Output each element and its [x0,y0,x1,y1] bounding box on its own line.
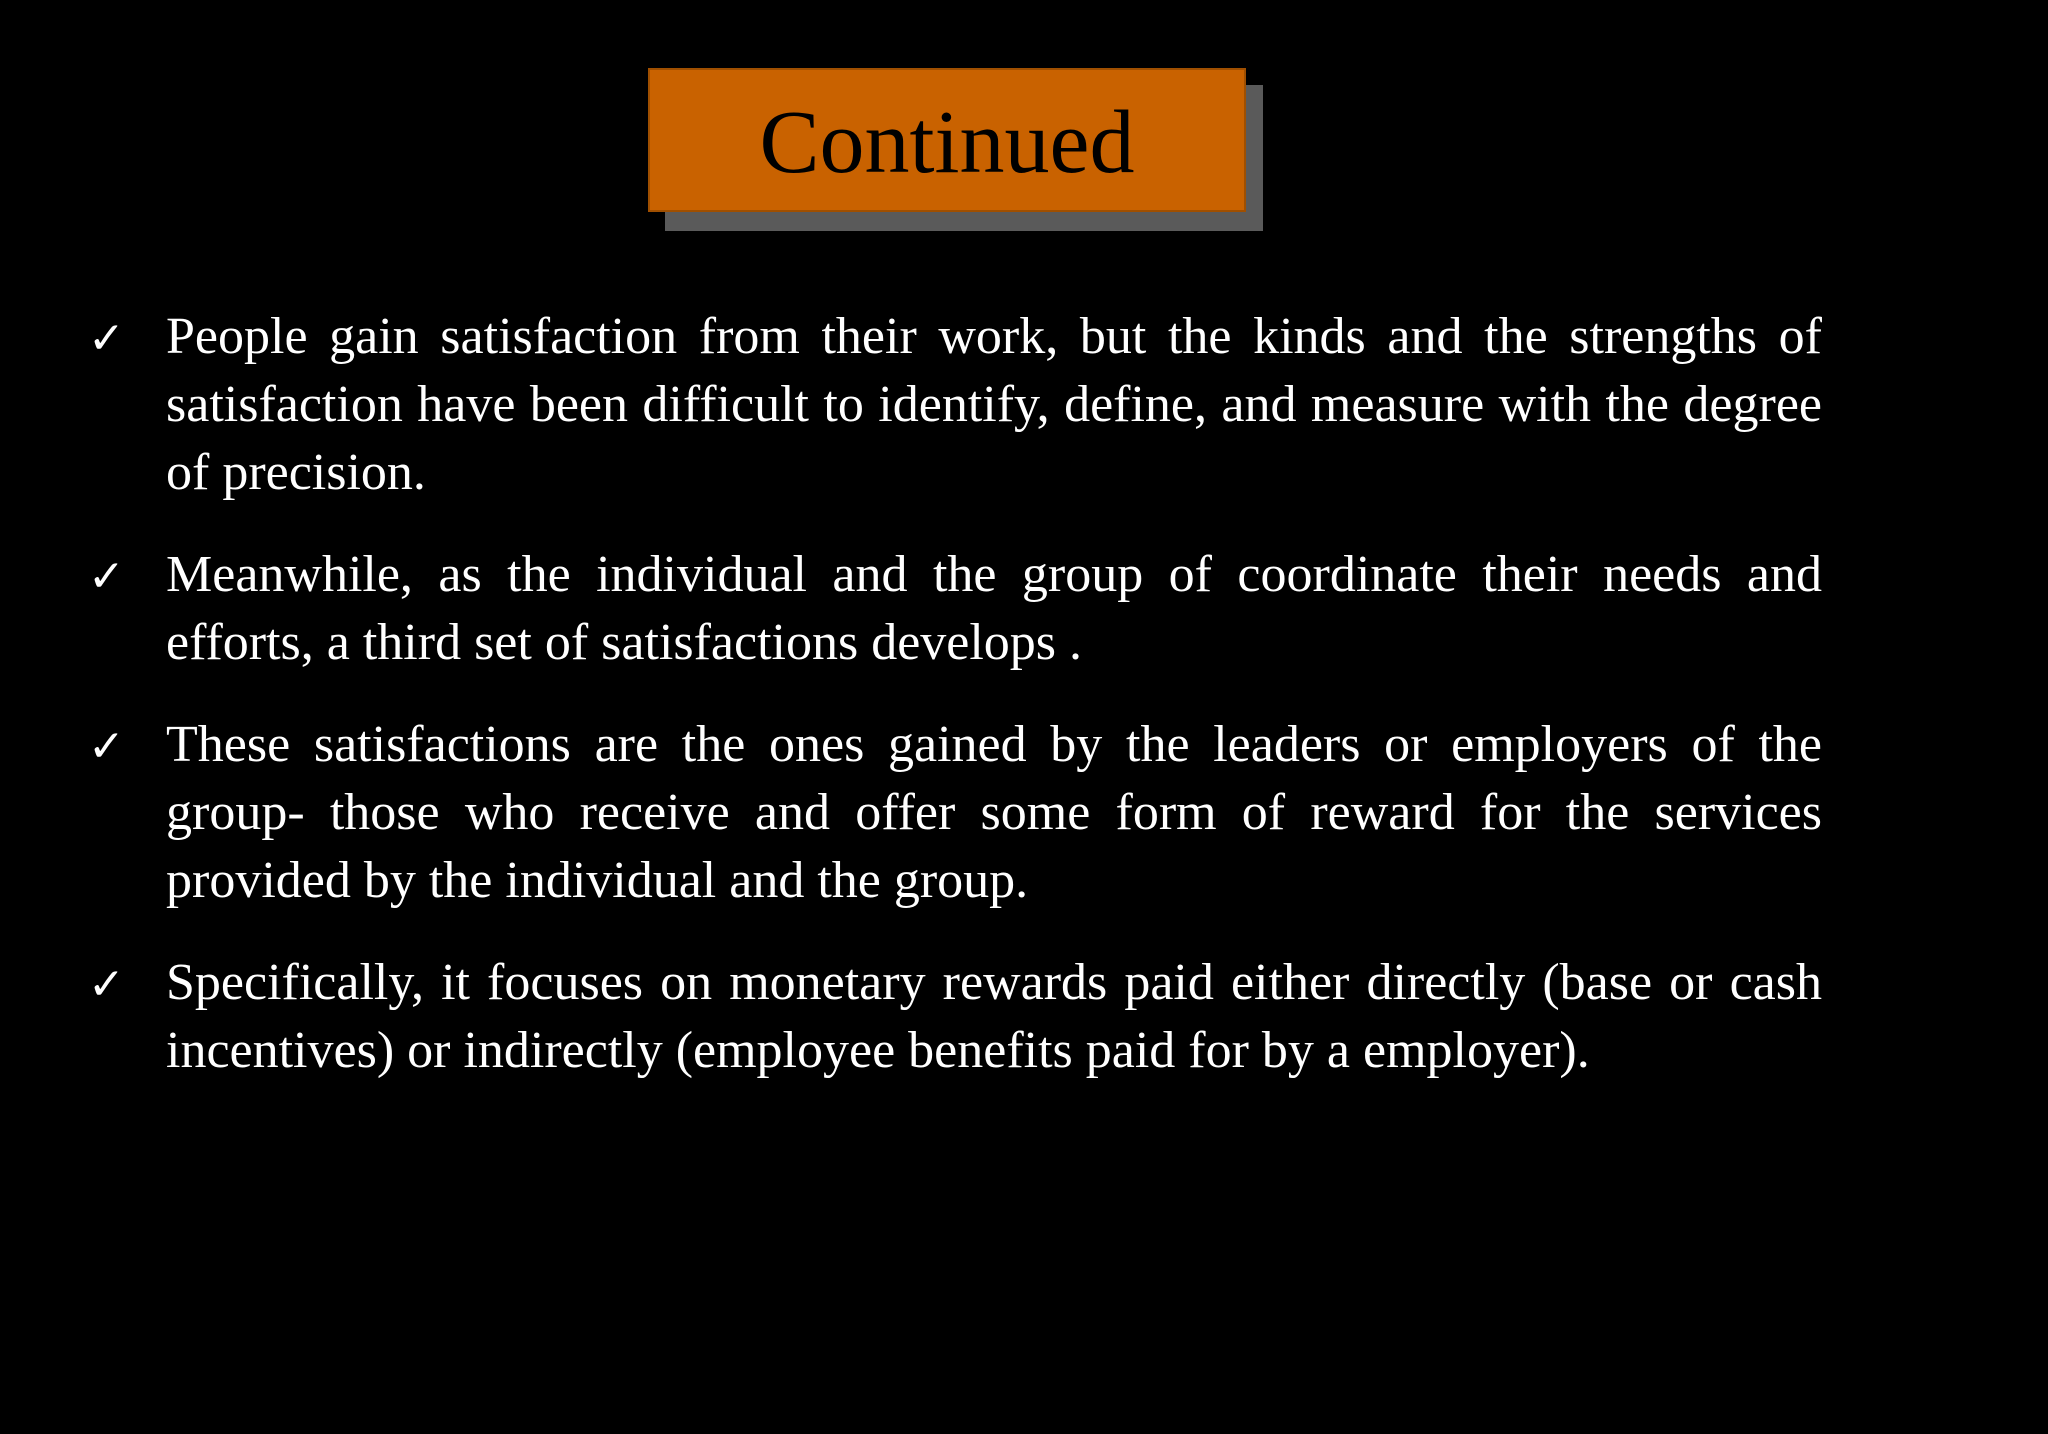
bullet-item [88,711,1822,915]
check-icon: ✓ [88,551,125,602]
bullet-text: Specifically, it focuses on monetary rewards paid either directly (base or cash incentives) or indirectly (employee benefits paid for by a employer). [166,954,1822,1079]
bullet-text: Meanwhile, as the individual and the group of coordinate their needs and efforts, a third set of satisfactions develops . [166,546,1822,671]
bullet-list [88,303,1822,1119]
bullet-text: These satisfactions are the ones gained by the leaders or employers of the group- those who receive and offer some form of reward for the services provided by the individual and the group. [166,716,1822,909]
check-icon: ✓ [88,721,125,772]
bullet-item [88,949,1822,1085]
bullet-text: People gain satisfaction from their work, but the kinds and the strengths of satisfaction have been difficult to identify, define, and measure with the degree of precision. [166,308,1822,501]
bullet-item [88,541,1822,677]
check-icon: ✓ [88,313,125,364]
slide-title: Continued [759,93,1135,192]
bullet-item [88,303,1822,507]
title-box [648,68,1246,212]
check-icon: ✓ [88,959,125,1010]
